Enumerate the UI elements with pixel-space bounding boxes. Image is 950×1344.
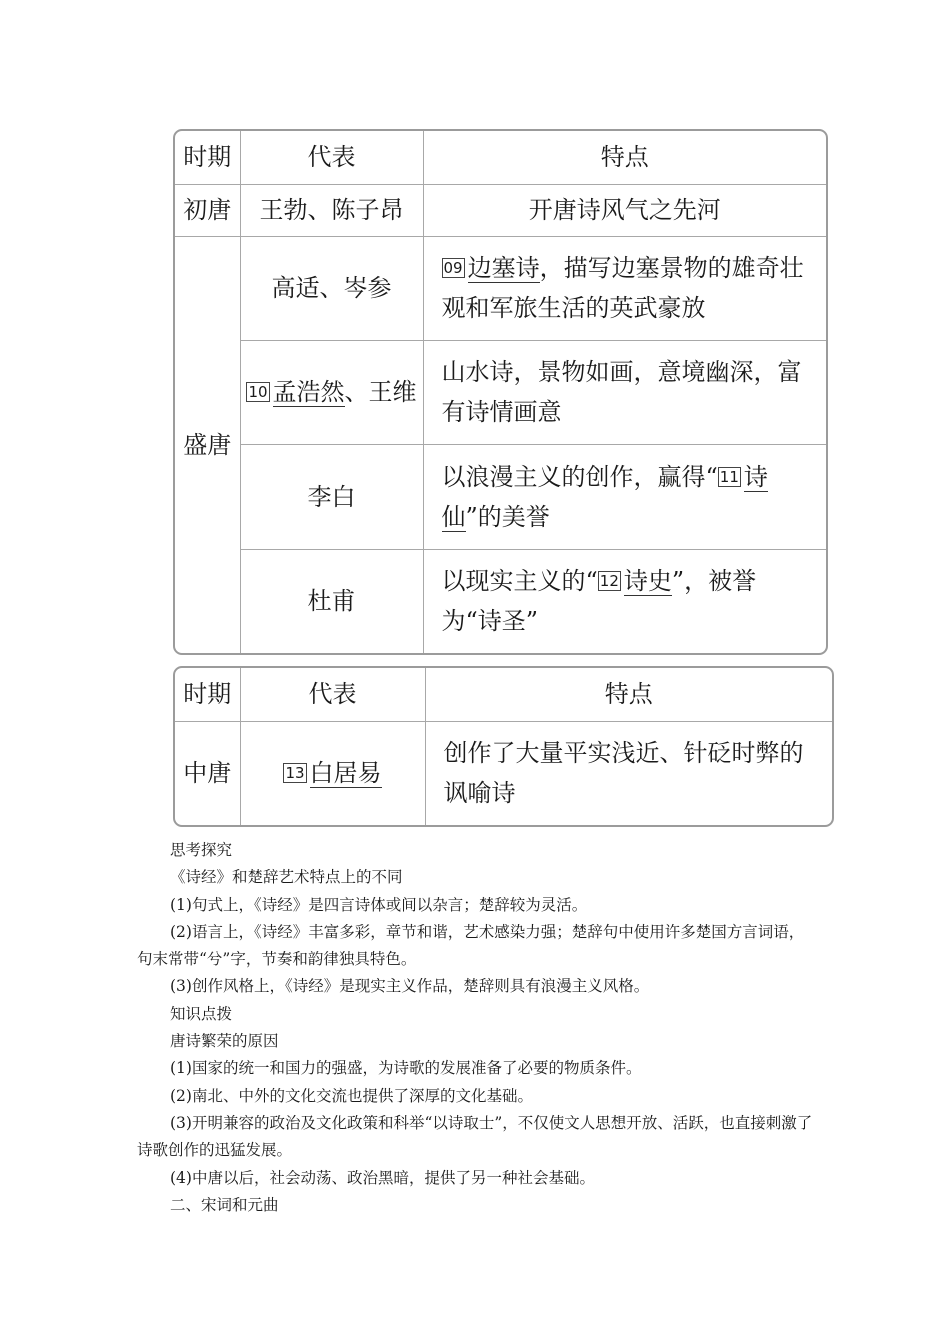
section-heading-songci: 二、宋词和元曲 (170, 1195, 279, 1214)
tang-poetry-table-2 (173, 666, 834, 827)
period-zhongtang: 中唐 (175, 721, 240, 825)
rep-baijuyi (240, 721, 425, 825)
feature-biansai: 09 边塞诗，描写边塞景物的雄奇壮观和军旅生活的英武豪放 (423, 236, 826, 340)
answer-shishi: 诗史 (623, 567, 672, 596)
answer-menghaoran: 孟浩然 (272, 378, 345, 406)
paragraph: (2)语言上，《诗经》丰富多彩，章节和谐，艺术感染力强；楚辞句中使用许多楚国方言词语，句末常带“兮”字，节奏和韵律独具特色。 (137, 922, 805, 969)
answer-baijuyi: 白居易 (309, 759, 382, 788)
rep-dufu: 杜甫 (240, 549, 423, 653)
section-heading-sikao: 思考探究 (170, 841, 233, 859)
body-text (137, 837, 817, 1219)
section-heading-zhishi: 知识点拨 (170, 1004, 233, 1023)
feature-dufu: 以现实主义的“ 12 诗史”，被誉为“诗圣” (423, 549, 826, 653)
feature-shanshui: 山水诗，景物如画，意境幽深，富有诗情画意 (423, 340, 826, 444)
paragraph: (2)南北、中外的文化交流也提供了深厚的文化基础。 (170, 1086, 533, 1105)
blank-number-09: 09 (443, 259, 463, 277)
blank-number-10: 10 (248, 383, 268, 401)
blank-number-13: 13 (285, 764, 305, 783)
paragraph: (1)国家的统一和国力的强盛，为诗歌的发展准备了必要的物质条件。 (170, 1059, 642, 1078)
header-representative: 代表 (240, 668, 425, 721)
tang-poetry-table-1 (173, 129, 828, 655)
feature-libai: 以浪漫主义的创作，赢得“ 11 诗仙”的美誉 (423, 444, 826, 549)
paragraph: (4)中唐以后，社会动荡、政治黑暗，提供了另一种社会基础。 (170, 1168, 595, 1187)
answer-shixian: 诗仙 (441, 462, 768, 531)
rep-libai: 李白 (240, 444, 423, 549)
rep-chutang: 王勃、陈子昂 (240, 184, 423, 236)
feature-chutang: 开唐诗风气之先河 (423, 184, 826, 236)
subheading-shijing-chuci: 《诗经》和楚辞艺术特点上的不同 (170, 868, 403, 887)
paragraph: (1)句式上，《诗经》是四言诗体或间以杂言；楚辞较为灵活。 (170, 895, 588, 914)
header-representative: 代表 (240, 131, 423, 184)
rep-menghaoran: 10 孟浩然、王维 (240, 340, 423, 444)
blank-number-12: 12 (599, 572, 619, 591)
period-shengtang: 盛唐 (175, 236, 240, 653)
subheading-tangshi-reasons: 唐诗繁荣的原因 (170, 1032, 279, 1051)
rep-gaoshi-censhen: 高适、岑参 (240, 236, 423, 340)
answer-biansai: 边塞诗 (467, 254, 540, 282)
header-period: 时期 (175, 131, 240, 184)
header-feature: 特点 (423, 131, 826, 184)
paragraph: (3)创作风格上，《诗经》是现实主义作品，楚辞则具有浪漫主义风格。 (170, 977, 650, 996)
feature-zhongtang: 创作了大量平实浅近、针砭时弊的讽喻诗 (425, 721, 832, 825)
period-chutang: 初唐 (175, 184, 240, 236)
header-period: 时期 (175, 668, 240, 721)
header-feature: 特点 (425, 668, 832, 721)
paragraph: (3)开明兼容的政治及文化政策和科举“以诗取士”，不仅使文人思想开放、活跃，也直接刺激了诗歌创作的迅猛发展。 (137, 1113, 813, 1160)
blank-number-11: 11 (719, 467, 739, 486)
